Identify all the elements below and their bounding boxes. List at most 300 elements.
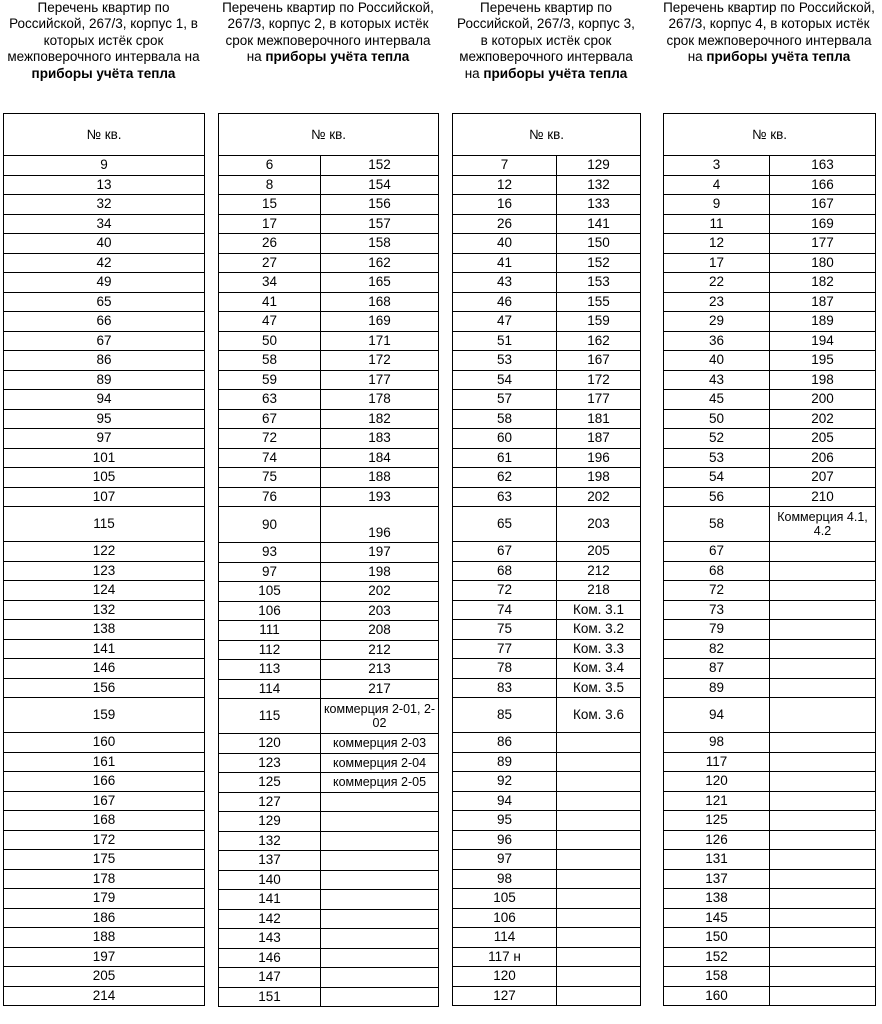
table-row (219, 507, 439, 543)
table-row (219, 929, 439, 949)
table-cell: 63 (453, 487, 557, 507)
table-cell (321, 929, 439, 949)
table-cell: 196 (321, 507, 439, 543)
table-cell: 168 (321, 292, 439, 312)
table-row (664, 561, 876, 581)
table-cell: 159 (4, 698, 205, 733)
table-cell: 7 (453, 156, 557, 176)
apartments-table (218, 113, 439, 1007)
table-row (219, 890, 439, 910)
table-cell: 12 (453, 175, 557, 195)
table-cell: 156 (4, 678, 205, 698)
table-cell: 208 (321, 621, 439, 641)
table-cell: 67 (219, 409, 321, 429)
table-row (664, 908, 876, 928)
table-row (4, 928, 205, 948)
table-cell: Коммерция 4.1, 4.2 (770, 507, 876, 542)
table-row (453, 468, 641, 488)
table-cell: 89 (4, 370, 205, 390)
table-cell: 6 (219, 156, 321, 176)
table-row (219, 831, 439, 851)
table-cell: 67 (664, 542, 770, 562)
table-cell (770, 772, 876, 792)
table-cell: 126 (664, 830, 770, 850)
table-header: № кв. (219, 114, 439, 156)
table-row (4, 620, 205, 640)
table-cell: Ком. 3.2 (557, 620, 641, 640)
table-row (664, 175, 876, 195)
table-row (4, 214, 205, 234)
table-cell: 152 (321, 156, 439, 176)
table-cell: 76 (219, 487, 321, 507)
table-row (664, 214, 876, 234)
table-row (664, 351, 876, 371)
table-row (219, 175, 439, 195)
table-row (664, 487, 876, 507)
table-row (453, 889, 641, 909)
table-row (664, 986, 876, 1006)
table-cell: 213 (321, 660, 439, 680)
table-cell: 115 (4, 507, 205, 542)
table-row (4, 195, 205, 215)
table-row (453, 214, 641, 234)
table-cell (557, 772, 641, 792)
table-cell: 50 (219, 331, 321, 351)
table-row (453, 850, 641, 870)
table-cell (557, 967, 641, 987)
table-cell: 156 (321, 195, 439, 215)
table-row (664, 830, 876, 850)
table-cell: 58 (664, 507, 770, 542)
table-row (664, 292, 876, 312)
table-cell (557, 830, 641, 850)
table-row (453, 791, 641, 811)
table-row (4, 312, 205, 332)
table-cell: 132 (4, 600, 205, 620)
table-cell: 26 (219, 234, 321, 254)
table-cell: 141 (4, 639, 205, 659)
table-row (219, 582, 439, 602)
table-cell: 166 (4, 772, 205, 792)
table-cell: 210 (770, 487, 876, 507)
table-cell: 129 (219, 812, 321, 832)
table-row (219, 331, 439, 351)
table-cell: 120 (664, 772, 770, 792)
table-cell: 58 (219, 351, 321, 371)
table-cell: 50 (664, 409, 770, 429)
table-cell: 145 (664, 908, 770, 928)
table-row (4, 409, 205, 429)
table-header: № кв. (4, 114, 205, 156)
table-row (664, 253, 876, 273)
table-cell: 152 (557, 253, 641, 273)
table-cell: 193 (321, 487, 439, 507)
table-row (4, 156, 205, 176)
table-cell: 97 (4, 429, 205, 449)
table-cell: 182 (321, 409, 439, 429)
table-row (664, 468, 876, 488)
table-cell: 17 (219, 214, 321, 234)
table-cell (770, 830, 876, 850)
table-cell: 75 (219, 468, 321, 488)
table-cell: 160 (4, 733, 205, 753)
table-row (453, 390, 641, 410)
table-row (664, 967, 876, 987)
table-row (453, 273, 641, 293)
table-cell (770, 581, 876, 601)
table-row (219, 660, 439, 680)
table-cell: коммерция 2-05 (321, 773, 439, 793)
table-row (453, 947, 641, 967)
table-cell (321, 870, 439, 890)
table-cell: Ком. 3.3 (557, 639, 641, 659)
table-row (664, 581, 876, 601)
table-row (664, 331, 876, 351)
table-cell: 106 (219, 601, 321, 621)
table-row (4, 889, 205, 909)
table-cell: 198 (770, 370, 876, 390)
table-cell: 90 (219, 507, 321, 543)
table-row (453, 175, 641, 195)
table-cell: 114 (453, 928, 557, 948)
table-row (219, 429, 439, 449)
table-row (453, 928, 641, 948)
table-cell (770, 659, 876, 679)
table-cell (557, 869, 641, 889)
table-cell: 59 (219, 370, 321, 390)
table-cell: 3 (664, 156, 770, 176)
table-row (4, 850, 205, 870)
table-cell: 115 (219, 699, 321, 734)
table-cell: 212 (557, 561, 641, 581)
table-cell: 165 (321, 273, 439, 293)
table-row (4, 390, 205, 410)
table-cell: 158 (321, 234, 439, 254)
table-cell (770, 947, 876, 967)
table-cell: 101 (4, 448, 205, 468)
table-cell: 121 (664, 791, 770, 811)
table-cell: 154 (321, 175, 439, 195)
table-cell: 106 (453, 908, 557, 928)
table-cell (770, 908, 876, 928)
table-row (453, 448, 641, 468)
table-row (4, 772, 205, 792)
table-row (664, 507, 876, 542)
table-cell (770, 542, 876, 562)
table-row (453, 507, 641, 542)
apartments-table (3, 113, 205, 1006)
table-cell: 82 (664, 639, 770, 659)
table-cell: 22 (664, 273, 770, 293)
table-cell: 206 (770, 448, 876, 468)
table-row (4, 487, 205, 507)
table-cell: 124 (4, 581, 205, 601)
table-cell: 40 (453, 234, 557, 254)
table-cell: 147 (219, 968, 321, 988)
table-row (453, 156, 641, 176)
table-cell: 172 (4, 830, 205, 850)
table-cell: 188 (321, 468, 439, 488)
table-row (664, 195, 876, 215)
table-row (4, 351, 205, 371)
table-cell: 95 (453, 811, 557, 831)
table-row (219, 870, 439, 890)
table-row (453, 253, 641, 273)
table-cell: 137 (664, 869, 770, 889)
table-row (664, 678, 876, 698)
table-cell (770, 600, 876, 620)
table-cell: 141 (219, 890, 321, 910)
table-cell: 167 (770, 195, 876, 215)
table-row (219, 699, 439, 734)
table-row (219, 312, 439, 332)
table-cell: 56 (664, 487, 770, 507)
table-cell: 140 (219, 870, 321, 890)
table-row (219, 968, 439, 988)
table-row (4, 967, 205, 987)
table-cell: 27 (219, 253, 321, 273)
table-cell (557, 889, 641, 909)
table-cell: 53 (664, 448, 770, 468)
table-cell: 155 (557, 292, 641, 312)
table-cell (557, 752, 641, 772)
table-row (219, 195, 439, 215)
table-row (4, 908, 205, 928)
table-cell: 150 (664, 928, 770, 948)
table-row (453, 234, 641, 254)
table-cell (557, 791, 641, 811)
table-cell: 94 (4, 390, 205, 410)
table-cell: 162 (321, 253, 439, 273)
table-cell: 207 (770, 468, 876, 488)
table-cell: 40 (4, 234, 205, 254)
table-cell: 187 (557, 429, 641, 449)
table-cell: 114 (219, 679, 321, 699)
table-cell (321, 968, 439, 988)
table-cell: 72 (664, 581, 770, 601)
table-row (453, 733, 641, 753)
table-cell: 42 (4, 253, 205, 273)
table-cell: 178 (4, 869, 205, 889)
table-row (219, 679, 439, 699)
table-cell: 65 (4, 292, 205, 312)
table-cell: 120 (219, 734, 321, 754)
table-row (664, 390, 876, 410)
table-cell: 151 (219, 987, 321, 1007)
table-row (4, 830, 205, 850)
table-row (219, 409, 439, 429)
table-cell: 98 (453, 869, 557, 889)
table-cell: 68 (453, 561, 557, 581)
table-cell (557, 986, 641, 1006)
table-row (664, 811, 876, 831)
table-cell: 40 (664, 351, 770, 371)
table-row (4, 370, 205, 390)
table-cell: 113 (219, 660, 321, 680)
table-row (219, 468, 439, 488)
table-row (4, 698, 205, 733)
table-cell: 132 (557, 175, 641, 195)
table-cell: 198 (557, 468, 641, 488)
table-cell: 9 (4, 156, 205, 176)
table-row (219, 753, 439, 773)
table-cell: 189 (770, 312, 876, 332)
table-row (4, 542, 205, 562)
table-cell: 16 (453, 195, 557, 215)
table-cell: 34 (219, 273, 321, 293)
table-cell: 89 (453, 752, 557, 772)
table-cell: 146 (4, 659, 205, 679)
table-cell: 125 (664, 811, 770, 831)
table-cell: 158 (664, 967, 770, 987)
table-row (4, 659, 205, 679)
table-cell (557, 908, 641, 928)
table-cell: 162 (557, 331, 641, 351)
table-row (453, 331, 641, 351)
table-row (453, 639, 641, 659)
table-cell: 97 (453, 850, 557, 870)
table-row (664, 869, 876, 889)
table-cell: 182 (770, 273, 876, 293)
table-cell: 218 (557, 581, 641, 601)
table-row (4, 678, 205, 698)
table-cell: 186 (4, 908, 205, 928)
table-cell: 137 (219, 851, 321, 871)
table-cell: 58 (453, 409, 557, 429)
table-cell (557, 947, 641, 967)
table-cell: 57 (453, 390, 557, 410)
table-row (4, 234, 205, 254)
table-cell: 53 (453, 351, 557, 371)
table-cell: 86 (4, 351, 205, 371)
table-cell: 122 (4, 542, 205, 562)
table-cell (770, 733, 876, 753)
table-cell: 112 (219, 640, 321, 660)
table-cell: 200 (770, 390, 876, 410)
table-row (664, 659, 876, 679)
table-cell (557, 811, 641, 831)
table-row (453, 561, 641, 581)
table-row (664, 429, 876, 449)
table-row (219, 948, 439, 968)
table-cell (321, 948, 439, 968)
table-cell: 163 (770, 156, 876, 176)
table-cell: 179 (4, 889, 205, 909)
table-cell: 117 н (453, 947, 557, 967)
table-cell: 107 (4, 487, 205, 507)
table-cell: 66 (4, 312, 205, 332)
table-row (453, 869, 641, 889)
table-cell: 205 (4, 967, 205, 987)
table-cell: 63 (219, 390, 321, 410)
table-row (664, 312, 876, 332)
table-cell: 78 (453, 659, 557, 679)
table-row (219, 909, 439, 929)
table-row (219, 773, 439, 793)
table-cell: 138 (4, 620, 205, 640)
table-cell: 65 (453, 507, 557, 542)
table-cell: 120 (453, 967, 557, 987)
table-cell: 89 (664, 678, 770, 698)
table-cell: 172 (557, 370, 641, 390)
table-cell: 54 (664, 468, 770, 488)
table-row (4, 468, 205, 488)
table-cell: 60 (453, 429, 557, 449)
table-cell: 73 (664, 600, 770, 620)
table-cell: 177 (557, 390, 641, 410)
table-row (453, 409, 641, 429)
table-cell: 197 (321, 543, 439, 563)
table-cell: 62 (453, 468, 557, 488)
table-row (664, 772, 876, 792)
table-row (453, 811, 641, 831)
table-cell (770, 791, 876, 811)
table-row (664, 733, 876, 753)
table-row (4, 581, 205, 601)
table-cell: 32 (4, 195, 205, 215)
table-row (4, 253, 205, 273)
table-cell: 105 (453, 889, 557, 909)
table-row (4, 429, 205, 449)
table-cell: 83 (453, 678, 557, 698)
table-cell (770, 869, 876, 889)
table-row (453, 967, 641, 987)
table-row (219, 156, 439, 176)
table-cell: 203 (557, 507, 641, 542)
table-row (664, 791, 876, 811)
table-row (219, 390, 439, 410)
table-row (4, 947, 205, 967)
table-cell: 75 (453, 620, 557, 640)
table-cell: 127 (219, 792, 321, 812)
apartments-table (663, 113, 876, 1006)
table-row (219, 214, 439, 234)
table-row (4, 600, 205, 620)
table-cell: 129 (557, 156, 641, 176)
table-cell: 93 (219, 543, 321, 563)
table-row (219, 273, 439, 293)
table-cell: 4 (664, 175, 770, 195)
table-row (664, 448, 876, 468)
table-cell: 171 (321, 331, 439, 351)
table-cell: Ком. 3.6 (557, 698, 641, 733)
table-cell: 167 (4, 791, 205, 811)
table-cell (557, 733, 641, 753)
table-cell: 172 (321, 351, 439, 371)
table-header: № кв. (664, 114, 876, 156)
table-cell: 202 (770, 409, 876, 429)
table-cell: 79 (664, 620, 770, 640)
table-cell: 43 (453, 273, 557, 293)
table-cell: 43 (664, 370, 770, 390)
table-cell: 8 (219, 175, 321, 195)
table-row (453, 620, 641, 640)
table-cell (770, 986, 876, 1006)
table-row (453, 659, 641, 679)
table-cell: 123 (219, 753, 321, 773)
table-row (4, 448, 205, 468)
table-cell: 127 (453, 986, 557, 1006)
table-cell: 214 (4, 986, 205, 1006)
table-cell: 92 (453, 772, 557, 792)
table-cell: 123 (4, 561, 205, 581)
table-cell: 202 (321, 582, 439, 602)
table-cell: 41 (219, 292, 321, 312)
table-row (453, 195, 641, 215)
table-row (664, 370, 876, 390)
table-cell (321, 890, 439, 910)
table-row (664, 928, 876, 948)
